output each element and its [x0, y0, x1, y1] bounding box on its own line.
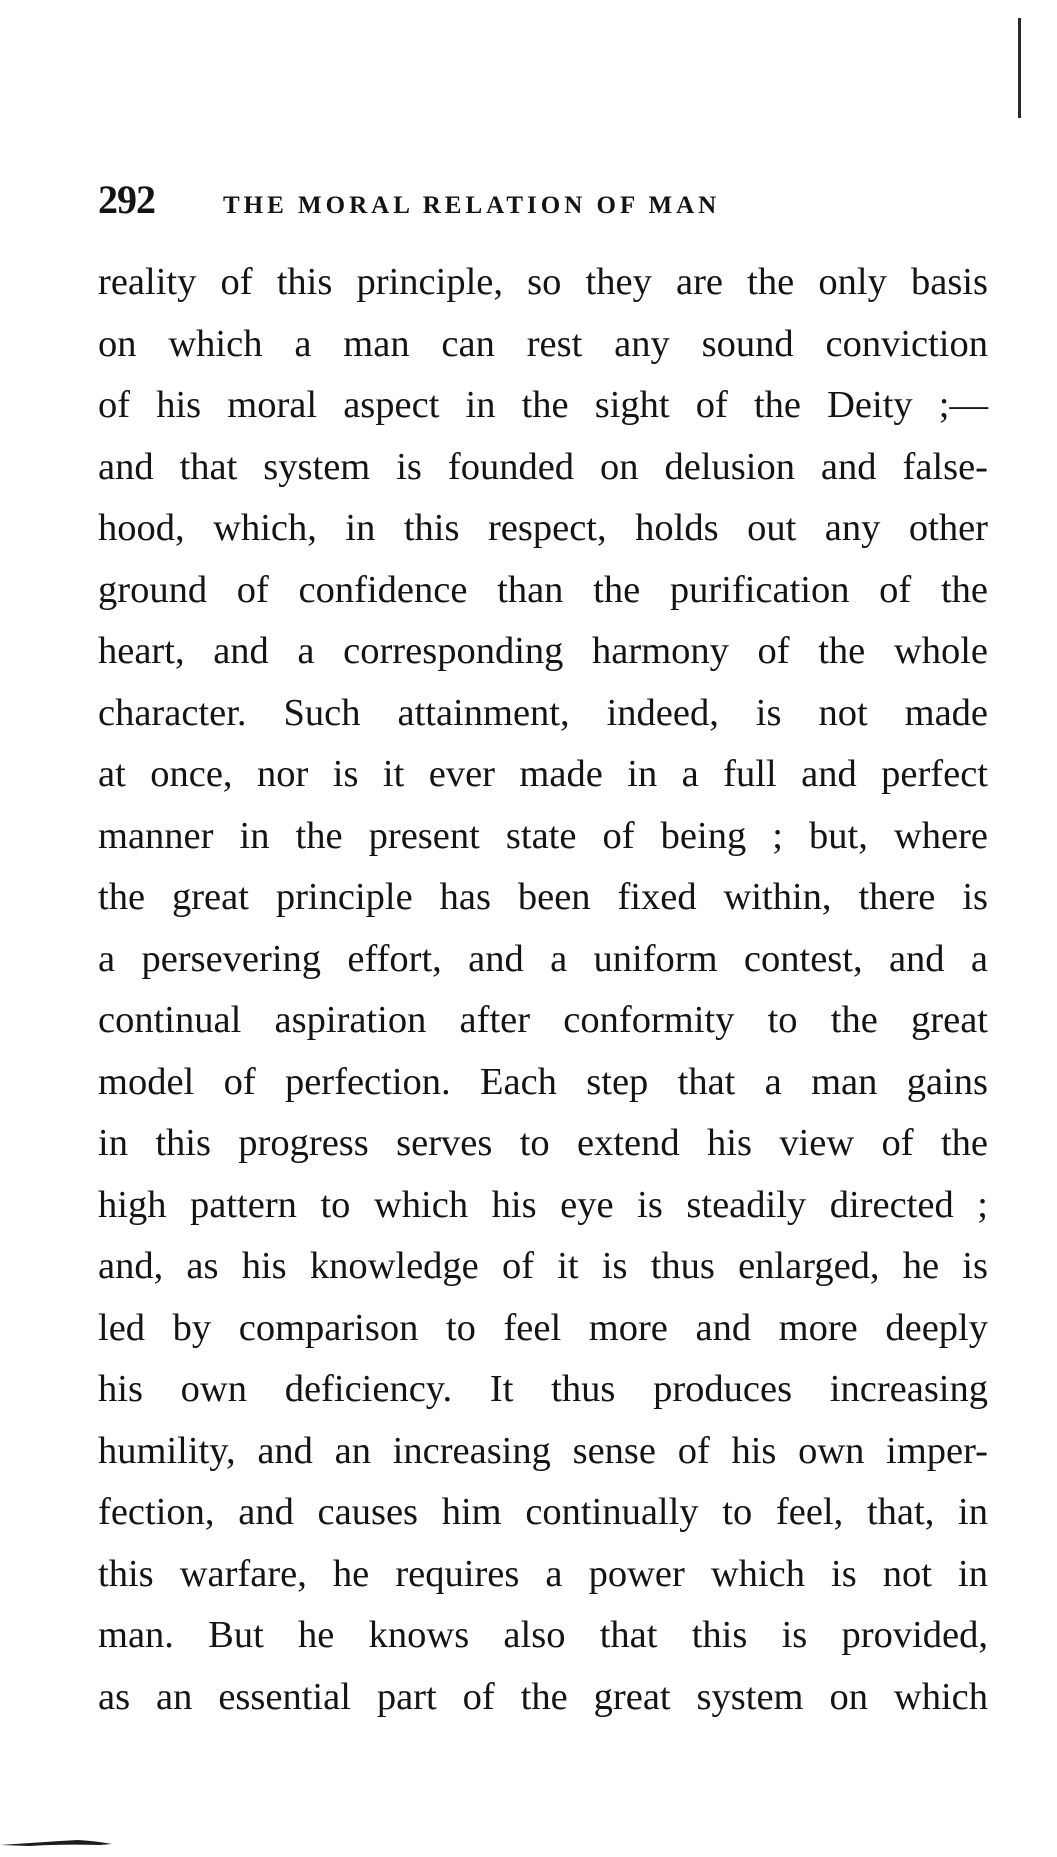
text-line: this warfare, he requires a power which is not in [98, 1552, 988, 1595]
text-line: ground of confidence than the purification of the [98, 568, 988, 611]
text-line: a persevering effort, and a uniform contest, and a [98, 937, 988, 980]
page-edge-mark [1018, 18, 1021, 118]
book-page [98, 176, 988, 1728]
body-text [98, 252, 988, 1728]
text-line: character. Such attainment, indeed, is not made [98, 691, 988, 734]
text-line: and, as his knowledge of it is thus enlarged, he is [98, 1245, 988, 1287]
running-title: THE MORAL RELATION OF MAN [223, 192, 721, 219]
page-edge-smudge [0, 1838, 112, 1848]
text-line: humility, and an increasing sense of his own imper- [98, 1429, 988, 1472]
text-line: model of perfection. Each step that a man gains [98, 1060, 988, 1103]
text-line: high pattern to which his eye is steadily directed ; [98, 1183, 988, 1226]
text-line: in this progress serves to extend his view of the [98, 1122, 988, 1164]
text-line: man. But he knows also that this is provided, [98, 1614, 988, 1656]
text-line: of his moral aspect in the sight of the Deity ;— [98, 384, 988, 426]
text-line: as an essential part of the great system on which [98, 1675, 988, 1718]
text-line: on which a man can rest any sound conviction [98, 322, 988, 365]
text-line: led by comparison to feel more and more deeply [98, 1306, 988, 1349]
text-line: heart, and a corresponding harmony of the whole [98, 630, 988, 672]
text-line: manner in the present state of being ; but, where [98, 814, 988, 857]
text-line: and that system is founded on delusion and false- [98, 445, 988, 488]
text-line: the great principle has been fixed within, there is [98, 876, 988, 918]
page-header [98, 176, 988, 228]
text-line: fection, and causes him continually to feel, that, in [98, 1491, 988, 1533]
text-line: his own deficiency. It thus produces increasing [98, 1368, 988, 1410]
text-line: hood, which, in this respect, holds out any other [98, 507, 988, 549]
text-line: continual aspiration after conformity to the great [98, 999, 988, 1041]
text-line: at once, nor is it ever made in a full and perfect [98, 753, 988, 795]
page-number: 292 [98, 177, 155, 222]
text-line: reality of this principle, so they are the only basis [98, 261, 988, 303]
